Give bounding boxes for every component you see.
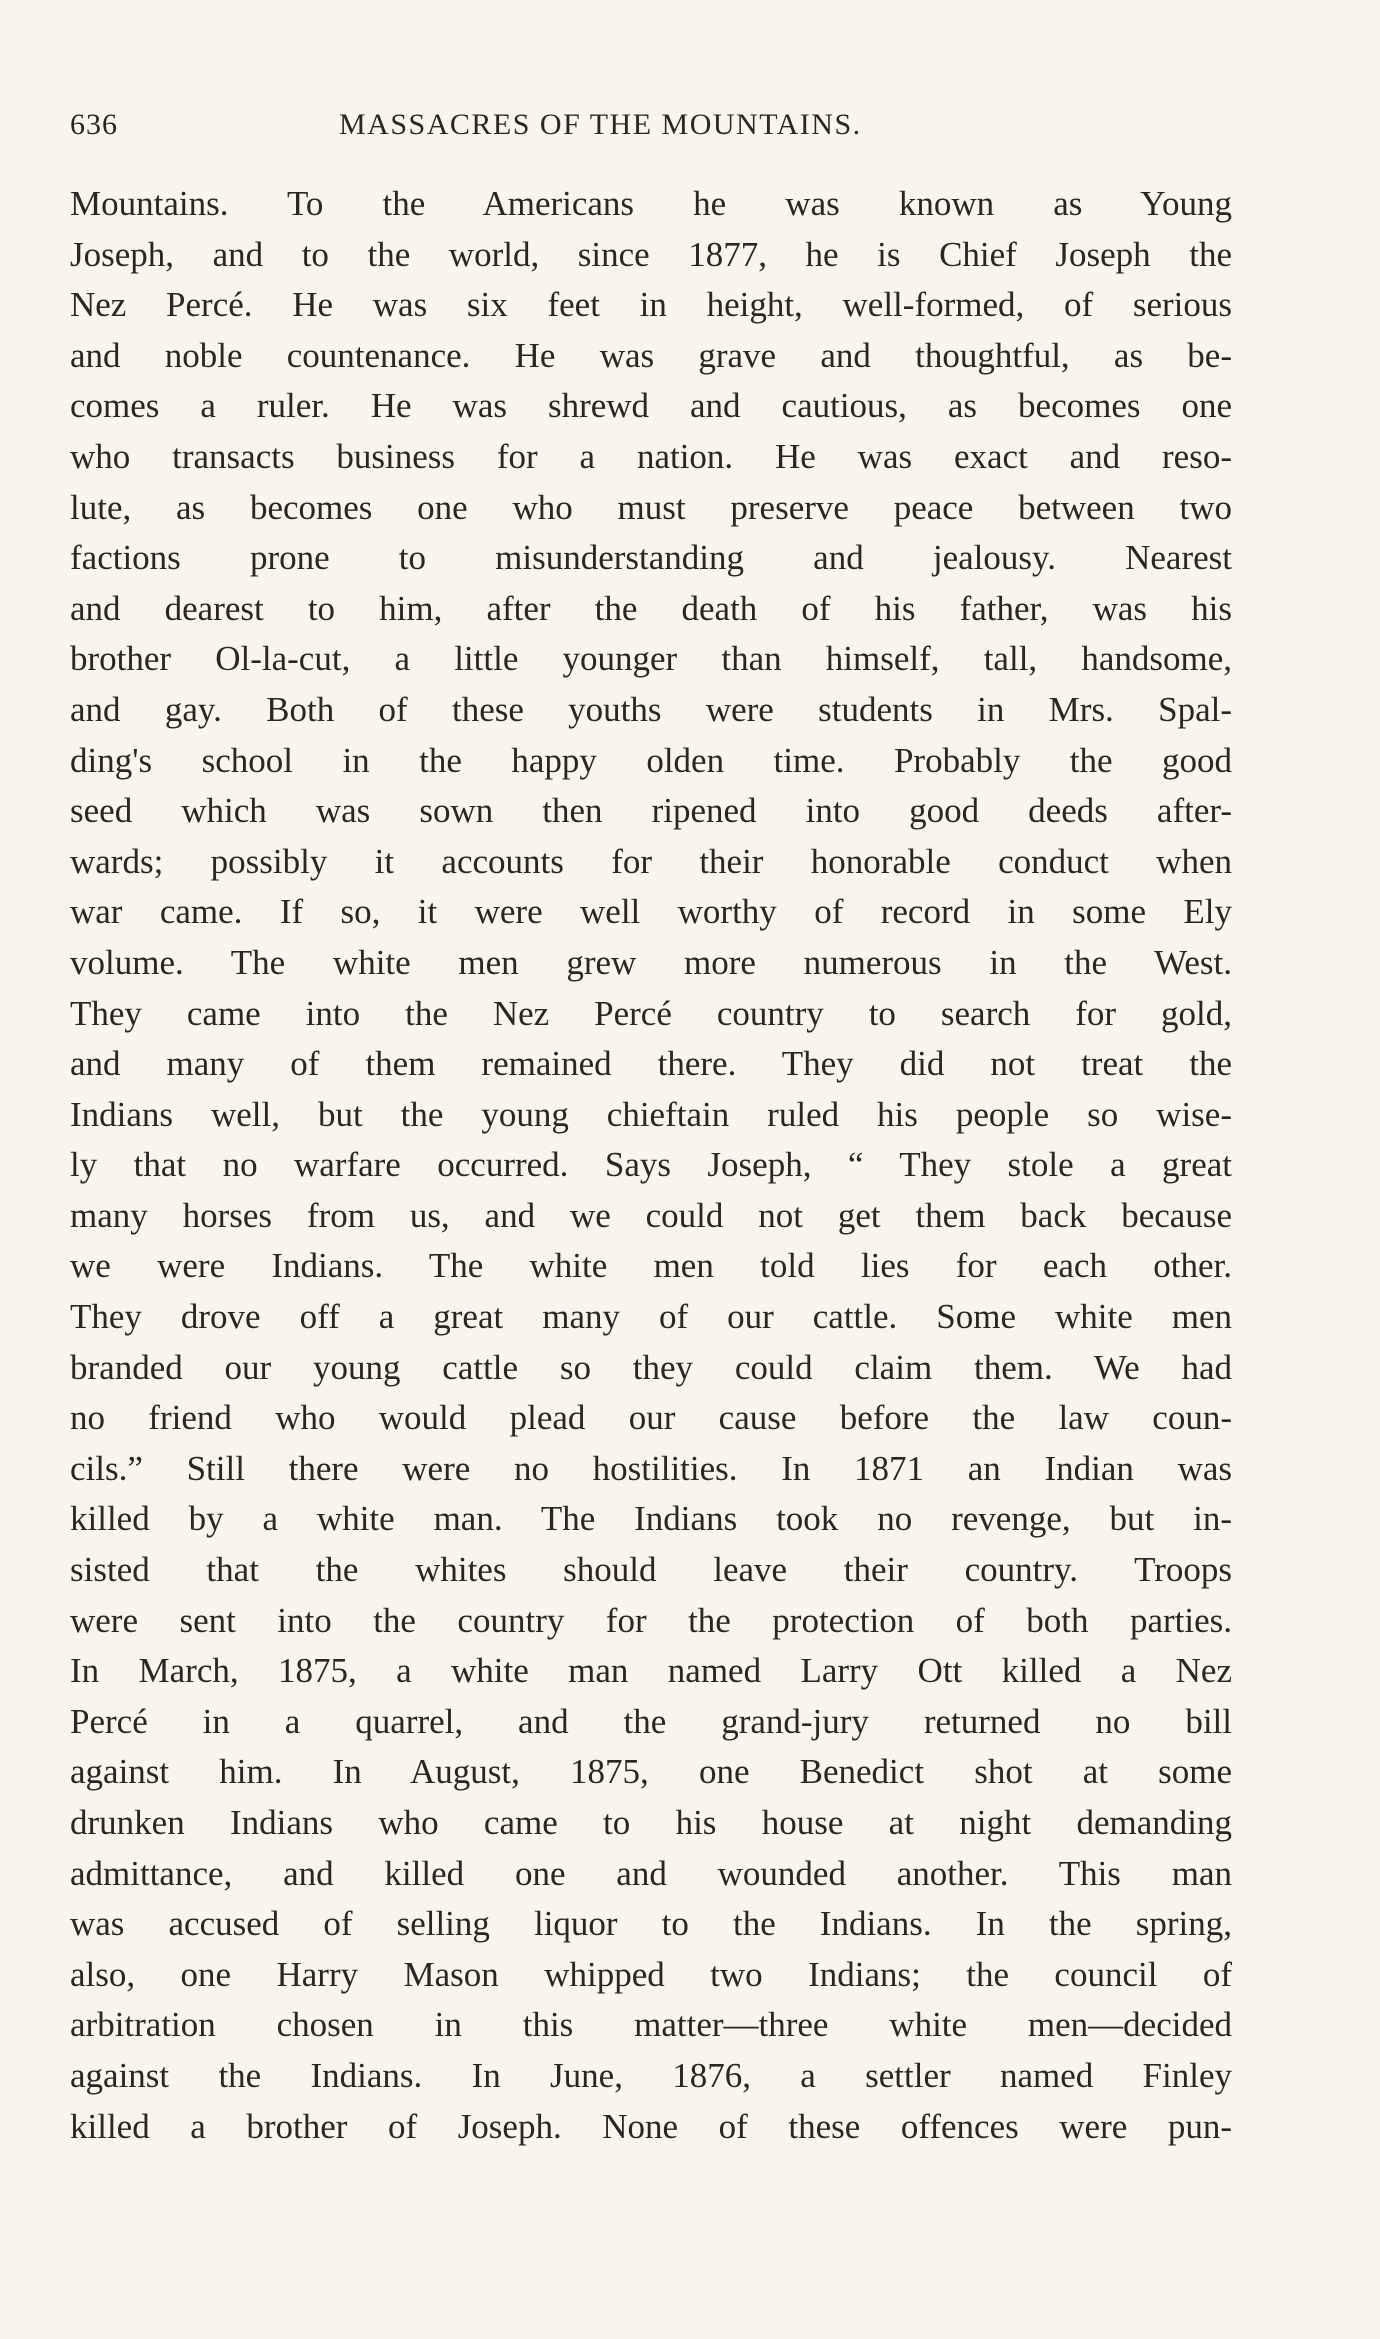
text-line: many horses from us, and we could not get them back because — [70, 1195, 1232, 1235]
text-line: ly that no warfare occurred. Says Joseph, “ They stole a great — [70, 1145, 1232, 1185]
text-line: comes a ruler. He was shrewd and cautious, as becomes one — [70, 386, 1232, 426]
body-text — [70, 179, 1232, 2152]
text-line: volume. The white men grew more numerous in the West. — [70, 942, 1232, 982]
running-title: MASSACRES OF THE MOUNTAINS. — [339, 108, 862, 141]
text-line: were sent into the country for the protection of both parties. — [70, 1600, 1232, 1640]
page-number: 636 — [70, 108, 118, 141]
text-line: ding's school in the happy olden time. Probably the good — [70, 740, 1232, 780]
text-line: we were Indians. The white men told lies for each other. — [70, 1246, 1232, 1286]
text-line: against him. In August, 1875, one Benedict shot at some — [70, 1752, 1232, 1792]
text-line: Indians well, but the young chieftain ruled his people so wise- — [70, 1094, 1232, 1134]
text-line: They drove off a great many of our cattle. Some white men — [70, 1297, 1232, 1337]
text-line: killed by a white man. The Indians took no revenge, but in- — [70, 1499, 1232, 1539]
text-line: drunken Indians who came to his house at night demanding — [70, 1803, 1232, 1842]
text-line: against the Indians. In June, 1876, a settler named Finley — [70, 2055, 1232, 2095]
text-line: factions prone to misunderstanding and jealousy. Nearest — [70, 538, 1232, 578]
text-line: and noble countenance. He was grave and thoughtful, as be- — [70, 335, 1232, 375]
text-line: no friend who would plead our cause before the law coun- — [70, 1398, 1232, 1438]
text-line: Nez Percé. He was six feet in height, well-formed, of serious — [70, 285, 1232, 325]
text-line: war came. If so, it were well worthy of record in some Ely — [70, 892, 1232, 932]
text-line: seed which was sown then ripened into good deeds after- — [70, 791, 1232, 831]
text-line: branded our young cattle so they could claim them. We had — [70, 1347, 1232, 1387]
text-line: sisted that the whites should leave their country. Troops — [70, 1550, 1232, 1590]
text-line: arbitration chosen in this matter—three white men—decided — [70, 2005, 1232, 2045]
text-line: Mountains. To the Americans he was known as Young — [70, 184, 1232, 223]
text-line: Joseph, and to the world, since 1877, he is Chief Joseph the — [70, 234, 1232, 274]
text-line: killed a brother of Joseph. None of these offences were pun- — [70, 2106, 1232, 2146]
text-line: cils.” Still there were no hostilities. In 1871 an Indian was — [70, 1448, 1232, 1488]
text-line: also, one Harry Mason whipped two Indians; the council of — [70, 1954, 1232, 1994]
text-line: Percé in a quarrel, and the grand-jury returned no bill — [70, 1701, 1232, 1741]
text-line: was accused of selling liquor to the Indians. In the spring, — [70, 1904, 1232, 1944]
text-line: They came into the Nez Percé country to search for gold, — [70, 993, 1232, 1033]
text-line: brother Ol-la-cut, a little younger than himself, tall, handsome, — [70, 639, 1232, 679]
text-line: and dearest to him, after the death of his father, was his — [70, 588, 1232, 628]
text-line: who transacts business for a nation. He was exact and reso- — [70, 436, 1232, 476]
text-line: lute, as becomes one who must preserve peace between two — [70, 487, 1232, 527]
text-line: admittance, and killed one and wounded another. This man — [70, 1853, 1232, 1893]
text-line: and many of them remained there. They did not treat the — [70, 1044, 1232, 1084]
running-head — [70, 108, 1232, 152]
text-line: In March, 1875, a white man named Larry Ott killed a Nez — [70, 1651, 1232, 1691]
text-line: and gay. Both of these youths were students in Mrs. Spal- — [70, 689, 1232, 729]
text-line: wards; possibly it accounts for their honorable conduct when — [70, 841, 1232, 881]
